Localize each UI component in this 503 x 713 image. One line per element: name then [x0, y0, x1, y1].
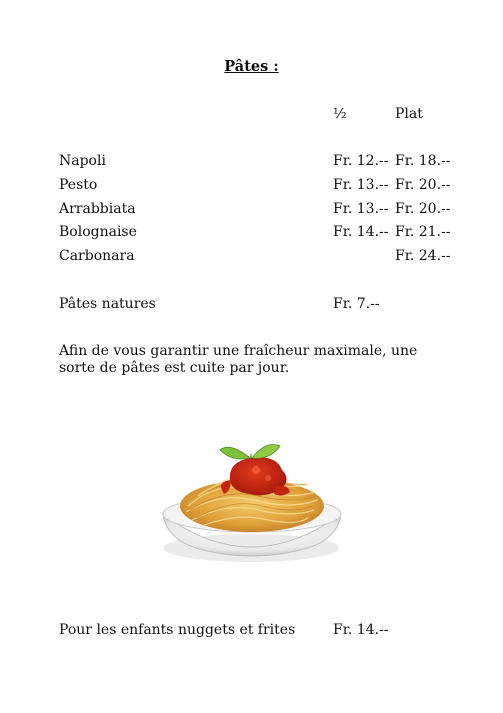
menu-item-plat-price: Fr. 18.-- — [395, 153, 451, 169]
menu-item-row — [0, 248, 503, 268]
menu-item-half-price: Fr. 14.-- — [333, 224, 389, 240]
menu-item-name: Carbonara — [59, 248, 135, 264]
menu-item-plat-price: Fr. 21.-- — [395, 224, 451, 240]
menu-item-half-price: Fr. 13.-- — [333, 177, 389, 193]
menu-item-row — [0, 224, 503, 244]
menu-item-row — [0, 201, 503, 221]
menu-item-plat-price: Fr. 20.-- — [395, 177, 451, 193]
menu-item-plat-price: Fr. 24.-- — [395, 248, 451, 264]
plain-pasta-name: Pâtes natures — [59, 296, 156, 312]
menu-item-name: Napoli — [59, 153, 106, 169]
menu-item-half-price: Fr. 13.-- — [333, 201, 389, 217]
kids-menu-name: Pour les enfants nuggets et frites — [59, 622, 296, 638]
menu-item-row — [0, 177, 503, 197]
menu-item-half-price: Fr. 12.-- — [333, 153, 389, 169]
plain-pasta-price: Fr. 7.-- — [333, 296, 380, 312]
plain-pasta-row — [0, 296, 503, 316]
freshness-note: Afin de vous garantir une fraîcheur maximale, une sorte de pâtes est cuite par jour. — [59, 343, 418, 376]
menu-item-plat-price: Fr. 20.-- — [395, 201, 451, 217]
menu-item-name: Pesto — [59, 177, 98, 193]
menu-item-name: Bolognaise — [59, 224, 137, 240]
column-header-plat: Plat — [395, 106, 423, 122]
menu-item-row — [0, 153, 503, 173]
menu-item-name: Arrabbiata — [59, 201, 136, 217]
kids-menu-price: Fr. 14.-- — [333, 622, 389, 638]
kids-menu-row — [0, 622, 503, 642]
column-header-half: ½ — [333, 106, 347, 122]
spaghetti-plate-icon — [158, 440, 348, 565]
page-title: Pâtes : — [224, 58, 279, 75]
